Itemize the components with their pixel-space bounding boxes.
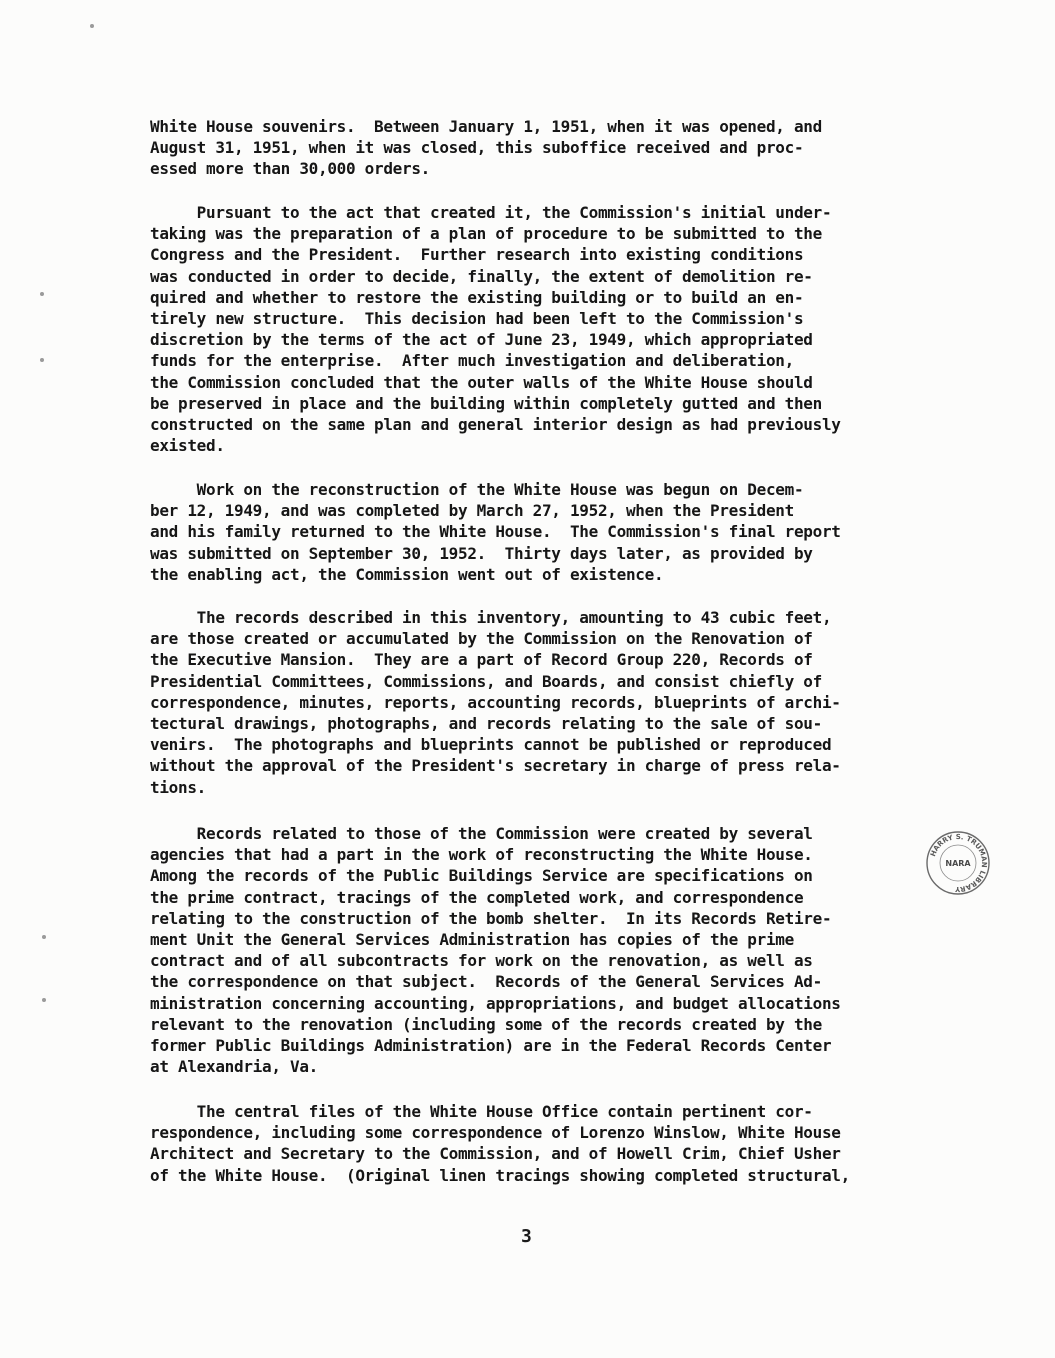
binding-mark	[42, 998, 46, 1002]
text-line: tirely new structure. This decision had been left to the Commission's	[150, 309, 804, 329]
text-line: agencies that had a part in the work of reconstructing the White House.	[150, 845, 813, 865]
text-line: August 31, 1951, when it was closed, this suboffice received and proc-	[150, 138, 804, 158]
text-line: correspondence, minutes, reports, accounting records, blueprints of archi-	[150, 692, 841, 712]
text-line: Architect and Secretary to the Commission, and of Howell Crim, Chief Usher	[150, 1144, 841, 1164]
text-line: essed more than 30,000 orders.	[150, 159, 430, 179]
text-line: of the White House. (Original linen tracings showing completed structural,	[150, 1165, 850, 1185]
text-line: relating to the construction of the bomb shelter. In its Records Retire-	[150, 908, 832, 928]
text-line: the enabling act, the Commission went out of existence.	[150, 564, 664, 584]
text-line: Pursuant to the act that created it, the Commission's initial under-	[150, 203, 832, 222]
text-line: respondence, including some correspondence of Lorenzo Winslow, White House	[150, 1123, 841, 1143]
text-line: and his family returned to the White House. The Commission's final report	[150, 522, 841, 542]
text-line: are those created or accumulated by the Commission on the Renovation of	[150, 629, 813, 649]
text-line: former Public Buildings Administration) are in the Federal Records Center	[150, 1036, 832, 1056]
text-line: at Alexandria, Va.	[150, 1057, 318, 1077]
binding-mark	[90, 24, 94, 28]
text-line: discretion by the terms of the act of June 23, 1949, which appropriated	[150, 330, 813, 350]
paragraph-souvenirs	[150, 116, 940, 180]
text-line: funds for the enterprise. After much investigation and deliberation,	[150, 351, 794, 371]
text-line: relevant to the renovation (including some of the records created by the	[150, 1014, 822, 1034]
text-line: Among the records of the Public Buildings Service are specifications on	[150, 866, 813, 886]
text-line: the correspondence on that subject. Records of the General Services Ad-	[150, 972, 822, 992]
binding-mark	[40, 292, 44, 296]
text-line: was conducted in order to decide, finally, the extent of demolition re-	[150, 266, 813, 286]
text-line: constructed on the same plan and general interior design as had previously	[150, 415, 841, 435]
text-line: Congress and the President. Further research into existing conditions	[150, 245, 804, 265]
text-line: ber 12, 1949, and was completed by March 27, 1952, when the President	[150, 501, 794, 521]
text-line: be preserved in place and the building within completely gutted and then	[150, 393, 822, 413]
text-line: The central files of the White House Office contain pertinent cor-	[150, 1102, 813, 1121]
paragraph-records-described	[150, 607, 940, 798]
text-line: existed.	[150, 436, 225, 456]
binding-mark	[42, 935, 46, 939]
text-line: the prime contract, tracings of the completed work, and correspondence	[150, 887, 804, 907]
text-line: the Executive Mansion. They are a part of Record Group 220, Records of	[150, 650, 813, 670]
paragraph-central-files	[150, 1101, 940, 1186]
text-line: The records described in this inventory, amounting to 43 cubic feet,	[150, 608, 832, 627]
text-line: the Commission concluded that the outer walls of the White House should	[150, 372, 813, 392]
binding-mark	[40, 358, 44, 362]
stamp-ring-text: HARRY S. TRUMAN LIBRARY	[929, 832, 989, 894]
text-line: Work on the reconstruction of the White House was begun on Decem-	[150, 480, 804, 499]
paragraph-related-records	[150, 823, 940, 1077]
library-stamp-icon	[925, 830, 991, 896]
text-line: contract and of all subcontracts for work on the renovation, as well as	[150, 951, 813, 971]
text-line: tectural drawings, photographs, and records relating to the sale of sou-	[150, 714, 822, 734]
text-line: ministration concerning accounting, appropriations, and budget allocations	[150, 993, 841, 1013]
text-line: without the approval of the President's secretary in charge of press rela-	[150, 756, 841, 776]
text-line: was submitted on September 30, 1952. Thirty days later, as provided by	[150, 543, 813, 563]
paragraph-reconstruction	[150, 479, 940, 585]
page-number: 3	[521, 1226, 532, 1247]
text-line: White House souvenirs. Between January 1, 1951, when it was opened, and	[150, 117, 822, 136]
text-line: taking was the preparation of a plan of procedure to be submitted to the	[150, 224, 822, 244]
text-line: venirs. The photographs and blueprints cannot be published or reproduced	[150, 735, 832, 755]
stamp-center-text: NARA	[945, 859, 971, 868]
text-line: quired and whether to restore the existing building or to build an en-	[150, 287, 804, 307]
text-line: tions.	[150, 777, 206, 797]
text-line: ment Unit the General Services Administration has copies of the prime	[150, 930, 794, 950]
text-line: Records related to those of the Commission were created by several	[150, 824, 813, 843]
paragraph-plan-of-procedure	[150, 202, 940, 456]
text-line: Presidential Committees, Commissions, and Boards, and consist chiefly of	[150, 671, 822, 691]
